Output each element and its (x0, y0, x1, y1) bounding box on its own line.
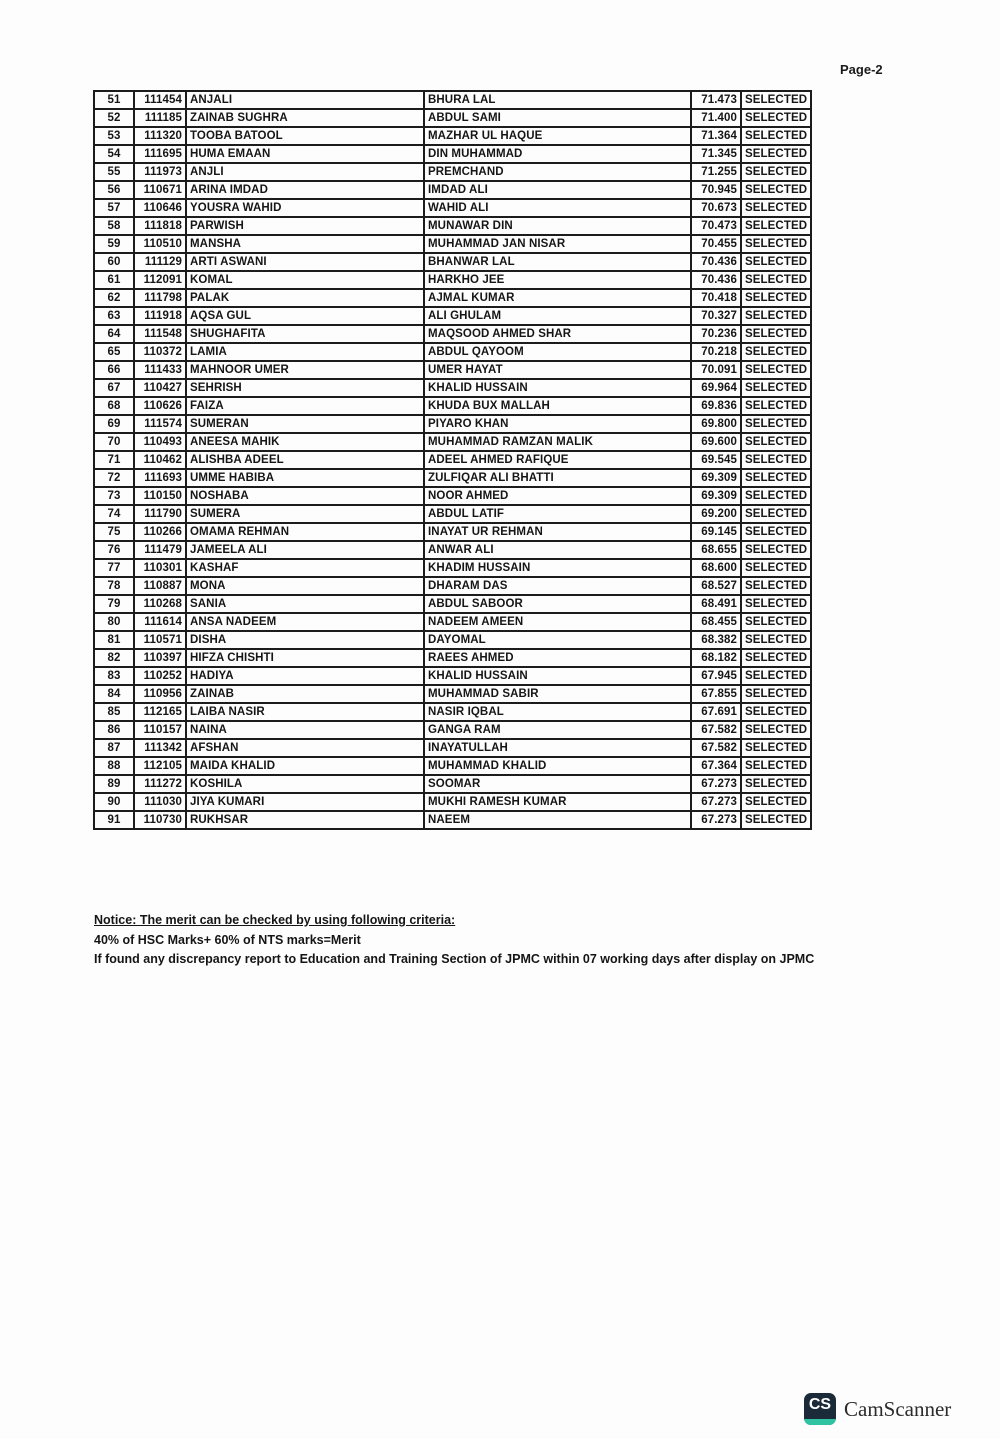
cell-merit: 69.145 (691, 523, 741, 541)
cell-merit: 71.473 (691, 91, 741, 109)
cell-name: ALISHBA ADEEL (186, 451, 424, 469)
cell-sn: 57 (94, 199, 134, 217)
cell-merit: 71.364 (691, 127, 741, 145)
cell-name: PALAK (186, 289, 424, 307)
cell-name: TOOBA BATOOL (186, 127, 424, 145)
cell-roll: 110956 (134, 685, 186, 703)
cell-merit: 67.582 (691, 739, 741, 757)
table-row (94, 685, 811, 703)
cell-merit: 67.691 (691, 703, 741, 721)
cell-name: FAIZA (186, 397, 424, 415)
cell-sn: 84 (94, 685, 134, 703)
cell-status: SELECTED (741, 397, 811, 415)
cell-roll: 111342 (134, 739, 186, 757)
cell-name: JAMEELA ALI (186, 541, 424, 559)
cell-sn: 83 (94, 667, 134, 685)
cell-status: SELECTED (741, 793, 811, 811)
cell-roll: 110462 (134, 451, 186, 469)
cell-status: SELECTED (741, 199, 811, 217)
cell-name: PARWISH (186, 217, 424, 235)
table-row (94, 199, 811, 217)
cell-father: MAZHAR UL HAQUE (424, 127, 691, 145)
cell-merit: 68.382 (691, 631, 741, 649)
cell-sn: 58 (94, 217, 134, 235)
cell-status: SELECTED (741, 595, 811, 613)
cell-name: RUKHSAR (186, 811, 424, 829)
table-row (94, 487, 811, 505)
camscanner-icon-accent-bar (804, 1419, 836, 1425)
cell-status: SELECTED (741, 343, 811, 361)
cell-name: JIYA KUMARI (186, 793, 424, 811)
cell-status: SELECTED (741, 811, 811, 829)
cell-father: BHANWAR LAL (424, 253, 691, 271)
cell-name: ZAINAB (186, 685, 424, 703)
cell-merit: 70.673 (691, 199, 741, 217)
cell-sn: 59 (94, 235, 134, 253)
cell-status: SELECTED (741, 703, 811, 721)
cell-sn: 81 (94, 631, 134, 649)
cell-roll: 111918 (134, 307, 186, 325)
cell-merit: 68.182 (691, 649, 741, 667)
cell-father: KHALID HUSSAIN (424, 667, 691, 685)
cell-roll: 110571 (134, 631, 186, 649)
cell-name: SHUGHAFITA (186, 325, 424, 343)
page-number: Page-2 (840, 62, 883, 77)
cell-merit: 69.800 (691, 415, 741, 433)
cell-father: RAEES AHMED (424, 649, 691, 667)
cell-name: AQSA GUL (186, 307, 424, 325)
cell-sn: 86 (94, 721, 134, 739)
table-row (94, 541, 811, 559)
cell-status: SELECTED (741, 271, 811, 289)
cell-father: MUNAWAR DIN (424, 217, 691, 235)
cell-sn: 62 (94, 289, 134, 307)
table-row (94, 397, 811, 415)
cell-sn: 74 (94, 505, 134, 523)
cell-status: SELECTED (741, 649, 811, 667)
cell-sn: 66 (94, 361, 134, 379)
cell-status: SELECTED (741, 685, 811, 703)
table-row (94, 91, 811, 109)
cell-roll: 110671 (134, 181, 186, 199)
cell-name: KOSHILA (186, 775, 424, 793)
cell-roll: 111479 (134, 541, 186, 559)
cell-status: SELECTED (741, 415, 811, 433)
cell-status: SELECTED (741, 145, 811, 163)
cell-roll: 111790 (134, 505, 186, 523)
cell-sn: 71 (94, 451, 134, 469)
cell-name: MAHNOOR UMER (186, 361, 424, 379)
table-row (94, 253, 811, 271)
cell-name: DISHA (186, 631, 424, 649)
cell-roll: 110427 (134, 379, 186, 397)
cell-name: LAMIA (186, 343, 424, 361)
cell-roll: 111129 (134, 253, 186, 271)
cell-merit: 68.655 (691, 541, 741, 559)
cell-status: SELECTED (741, 181, 811, 199)
cell-father: DAYOMAL (424, 631, 691, 649)
cell-sn: 78 (94, 577, 134, 595)
cell-roll: 110252 (134, 667, 186, 685)
cell-status: SELECTED (741, 379, 811, 397)
table-row (94, 181, 811, 199)
table-row (94, 775, 811, 793)
notice-discrepancy: If found any discrepancy report to Education and Training Section of JPMC within 07 working days after display on JPMC (94, 952, 815, 966)
cell-name: KASHAF (186, 559, 424, 577)
cell-name: ZAINAB SUGHRA (186, 109, 424, 127)
cell-merit: 69.545 (691, 451, 741, 469)
cell-father: ADEEL AHMED RAFIQUE (424, 451, 691, 469)
cell-sn: 68 (94, 397, 134, 415)
cell-father: UMER HAYAT (424, 361, 691, 379)
table-row (94, 703, 811, 721)
table-row (94, 559, 811, 577)
cell-status: SELECTED (741, 487, 811, 505)
cell-merit: 69.836 (691, 397, 741, 415)
table-row (94, 739, 811, 757)
cell-roll: 111454 (134, 91, 186, 109)
cell-merit: 70.436 (691, 253, 741, 271)
cell-sn: 77 (94, 559, 134, 577)
cell-status: SELECTED (741, 163, 811, 181)
cell-sn: 69 (94, 415, 134, 433)
cell-father: NOOR AHMED (424, 487, 691, 505)
table-row (94, 127, 811, 145)
cell-sn: 51 (94, 91, 134, 109)
cell-father: KHALID HUSSAIN (424, 379, 691, 397)
cell-sn: 64 (94, 325, 134, 343)
table-row (94, 577, 811, 595)
cell-merit: 70.218 (691, 343, 741, 361)
cell-status: SELECTED (741, 505, 811, 523)
cell-father: INAYATULLAH (424, 739, 691, 757)
table-row (94, 757, 811, 775)
cell-name: MAIDA KHALID (186, 757, 424, 775)
cell-status: SELECTED (741, 721, 811, 739)
table-row (94, 667, 811, 685)
cell-merit: 69.200 (691, 505, 741, 523)
cell-merit: 68.455 (691, 613, 741, 631)
camscanner-brand-text: CamScanner (844, 1396, 952, 1421)
cell-roll: 111695 (134, 145, 186, 163)
cell-merit: 67.364 (691, 757, 741, 775)
table-row (94, 361, 811, 379)
cell-name: MONA (186, 577, 424, 595)
cell-father: ANWAR ALI (424, 541, 691, 559)
cell-status: SELECTED (741, 109, 811, 127)
cell-roll: 111614 (134, 613, 186, 631)
cell-name: ANEESA MAHIK (186, 433, 424, 451)
table-row (94, 433, 811, 451)
cell-merit: 68.491 (691, 595, 741, 613)
cell-sn: 91 (94, 811, 134, 829)
cell-sn: 73 (94, 487, 134, 505)
cell-father: MAQSOOD AHMED SHAR (424, 325, 691, 343)
cell-sn: 61 (94, 271, 134, 289)
cell-merit: 71.345 (691, 145, 741, 163)
cell-father: SOOMAR (424, 775, 691, 793)
cell-roll: 112105 (134, 757, 186, 775)
cell-merit: 69.309 (691, 487, 741, 505)
cell-roll: 110157 (134, 721, 186, 739)
cell-roll: 110887 (134, 577, 186, 595)
cell-roll: 110510 (134, 235, 186, 253)
cell-father: KHUDA BUX MALLAH (424, 397, 691, 415)
cell-merit: 67.273 (691, 811, 741, 829)
cell-sn: 52 (94, 109, 134, 127)
cell-roll: 111185 (134, 109, 186, 127)
cell-father: NAEEM (424, 811, 691, 829)
cell-name: SEHRISH (186, 379, 424, 397)
notice-heading: Notice: The merit can be checked by using following criteria: (94, 913, 456, 927)
cell-father: ABDUL LATIF (424, 505, 691, 523)
cell-roll: 112165 (134, 703, 186, 721)
cell-merit: 71.255 (691, 163, 741, 181)
table-row (94, 217, 811, 235)
cell-father: NASIR IQBAL (424, 703, 691, 721)
cell-name: NOSHABA (186, 487, 424, 505)
cell-sn: 72 (94, 469, 134, 487)
cell-merit: 67.273 (691, 793, 741, 811)
cell-status: SELECTED (741, 451, 811, 469)
cell-merit: 67.582 (691, 721, 741, 739)
cell-name: SUMERA (186, 505, 424, 523)
table-row (94, 415, 811, 433)
cell-merit: 70.418 (691, 289, 741, 307)
cell-father: MUHAMMAD JAN NISAR (424, 235, 691, 253)
cell-name: HUMA EMAAN (186, 145, 424, 163)
cell-roll: 110397 (134, 649, 186, 667)
table-row (94, 325, 811, 343)
cell-sn: 60 (94, 253, 134, 271)
cell-roll: 111693 (134, 469, 186, 487)
cell-name: UMME HABIBA (186, 469, 424, 487)
cell-father: MUHAMMAD SABIR (424, 685, 691, 703)
merit-table (93, 90, 812, 830)
cell-status: SELECTED (741, 523, 811, 541)
cell-roll: 111548 (134, 325, 186, 343)
cell-father: ABDUL SAMI (424, 109, 691, 127)
table-row (94, 523, 811, 541)
cell-sn: 87 (94, 739, 134, 757)
table-row (94, 631, 811, 649)
cell-name: OMAMA REHMAN (186, 523, 424, 541)
cell-name: ARTI ASWANI (186, 253, 424, 271)
cell-father: WAHID ALI (424, 199, 691, 217)
cell-father: DHARAM DAS (424, 577, 691, 595)
table-row (94, 613, 811, 631)
cell-father: IMDAD ALI (424, 181, 691, 199)
cell-status: SELECTED (741, 739, 811, 757)
cell-sn: 70 (94, 433, 134, 451)
cell-roll: 110301 (134, 559, 186, 577)
cell-merit: 70.473 (691, 217, 741, 235)
cell-father: ABDUL QAYOOM (424, 343, 691, 361)
cell-merit: 70.455 (691, 235, 741, 253)
cell-father: ABDUL SABOOR (424, 595, 691, 613)
cell-name: ANJALI (186, 91, 424, 109)
cell-merit: 70.236 (691, 325, 741, 343)
cell-father: PIYARO KHAN (424, 415, 691, 433)
cell-father: AJMAL KUMAR (424, 289, 691, 307)
cell-status: SELECTED (741, 757, 811, 775)
cell-name: AFSHAN (186, 739, 424, 757)
cell-status: SELECTED (741, 289, 811, 307)
cell-name: KOMAL (186, 271, 424, 289)
cell-merit: 67.945 (691, 667, 741, 685)
cell-father: HARKHO JEE (424, 271, 691, 289)
cell-roll: 111030 (134, 793, 186, 811)
cell-sn: 80 (94, 613, 134, 631)
merit-table-body (94, 91, 811, 829)
cell-name: ARINA IMDAD (186, 181, 424, 199)
cell-roll: 111433 (134, 361, 186, 379)
cell-sn: 90 (94, 793, 134, 811)
cell-father: DIN MUHAMMAD (424, 145, 691, 163)
table-row (94, 289, 811, 307)
cell-roll: 110268 (134, 595, 186, 613)
cell-sn: 54 (94, 145, 134, 163)
table-row (94, 163, 811, 181)
cell-father: ZULFIQAR ALI BHATTI (424, 469, 691, 487)
cell-father: KHADIM HUSSAIN (424, 559, 691, 577)
cell-roll: 111320 (134, 127, 186, 145)
cell-roll: 111818 (134, 217, 186, 235)
table-row (94, 379, 811, 397)
cell-name: ANJLI (186, 163, 424, 181)
cell-status: SELECTED (741, 541, 811, 559)
cell-status: SELECTED (741, 433, 811, 451)
notice-formula: 40% of HSC Marks+ 60% of NTS marks=Merit (94, 932, 361, 947)
table-row (94, 271, 811, 289)
cell-name: ANSA NADEEM (186, 613, 424, 631)
cell-status: SELECTED (741, 253, 811, 271)
cell-merit: 68.600 (691, 559, 741, 577)
cell-roll: 111973 (134, 163, 186, 181)
cell-name: MANSHA (186, 235, 424, 253)
cell-father: PREMCHAND (424, 163, 691, 181)
cell-sn: 89 (94, 775, 134, 793)
table-row (94, 307, 811, 325)
camscanner-watermark (804, 1393, 951, 1425)
cell-sn: 63 (94, 307, 134, 325)
cell-sn: 82 (94, 649, 134, 667)
cell-sn: 79 (94, 595, 134, 613)
cell-status: SELECTED (741, 307, 811, 325)
cell-merit: 70.945 (691, 181, 741, 199)
table-row (94, 505, 811, 523)
cell-sn: 88 (94, 757, 134, 775)
cell-status: SELECTED (741, 361, 811, 379)
cell-roll: 110730 (134, 811, 186, 829)
table-row (94, 595, 811, 613)
cell-name: YOUSRA WAHID (186, 199, 424, 217)
cell-sn: 67 (94, 379, 134, 397)
cell-status: SELECTED (741, 325, 811, 343)
cell-roll: 110646 (134, 199, 186, 217)
cell-roll: 112091 (134, 271, 186, 289)
cell-status: SELECTED (741, 631, 811, 649)
cell-father: NADEEM AMEEN (424, 613, 691, 631)
table-row (94, 811, 811, 829)
cell-sn: 53 (94, 127, 134, 145)
cell-status: SELECTED (741, 667, 811, 685)
cell-name: NAINA (186, 721, 424, 739)
cell-father: GANGA RAM (424, 721, 691, 739)
cell-roll: 111798 (134, 289, 186, 307)
table-row (94, 235, 811, 253)
table-row (94, 469, 811, 487)
cell-father: INAYAT UR REHMAN (424, 523, 691, 541)
cell-status: SELECTED (741, 559, 811, 577)
cell-merit: 69.309 (691, 469, 741, 487)
cell-roll: 110266 (134, 523, 186, 541)
table-row (94, 793, 811, 811)
cell-roll: 111272 (134, 775, 186, 793)
cell-father: MUHAMMAD RAMZAN MALIK (424, 433, 691, 451)
cell-sn: 65 (94, 343, 134, 361)
cell-name: HIFZA CHISHTI (186, 649, 424, 667)
cell-status: SELECTED (741, 235, 811, 253)
cell-father: ALI GHULAM (424, 307, 691, 325)
cell-merit: 68.527 (691, 577, 741, 595)
cell-roll: 111574 (134, 415, 186, 433)
cell-sn: 85 (94, 703, 134, 721)
table-row (94, 109, 811, 127)
cell-sn: 56 (94, 181, 134, 199)
cell-roll: 110626 (134, 397, 186, 415)
cell-sn: 76 (94, 541, 134, 559)
cell-name: SUMERAN (186, 415, 424, 433)
cell-sn: 75 (94, 523, 134, 541)
camscanner-icon-letters: CS (808, 1396, 832, 1413)
camscanner-icon (804, 1393, 836, 1425)
table-row (94, 721, 811, 739)
table-row (94, 649, 811, 667)
cell-name: SANIA (186, 595, 424, 613)
cell-status: SELECTED (741, 91, 811, 109)
cell-roll: 110372 (134, 343, 186, 361)
cell-roll: 110493 (134, 433, 186, 451)
cell-merit: 70.091 (691, 361, 741, 379)
cell-merit: 69.600 (691, 433, 741, 451)
table-row (94, 145, 811, 163)
cell-status: SELECTED (741, 775, 811, 793)
notice-block (94, 911, 854, 970)
cell-sn: 55 (94, 163, 134, 181)
cell-status: SELECTED (741, 469, 811, 487)
table-row (94, 343, 811, 361)
cell-father: MUKHI RAMESH KUMAR (424, 793, 691, 811)
table-row (94, 451, 811, 469)
cell-merit: 71.400 (691, 109, 741, 127)
cell-merit: 67.273 (691, 775, 741, 793)
cell-father: MUHAMMAD KHALID (424, 757, 691, 775)
cell-status: SELECTED (741, 577, 811, 595)
cell-merit: 69.964 (691, 379, 741, 397)
cell-name: HADIYA (186, 667, 424, 685)
cell-name: LAIBA NASIR (186, 703, 424, 721)
cell-status: SELECTED (741, 613, 811, 631)
cell-merit: 70.327 (691, 307, 741, 325)
cell-status: SELECTED (741, 127, 811, 145)
cell-merit: 67.855 (691, 685, 741, 703)
cell-status: SELECTED (741, 217, 811, 235)
cell-father: BHURA LAL (424, 91, 691, 109)
cell-merit: 70.436 (691, 271, 741, 289)
cell-roll: 110150 (134, 487, 186, 505)
